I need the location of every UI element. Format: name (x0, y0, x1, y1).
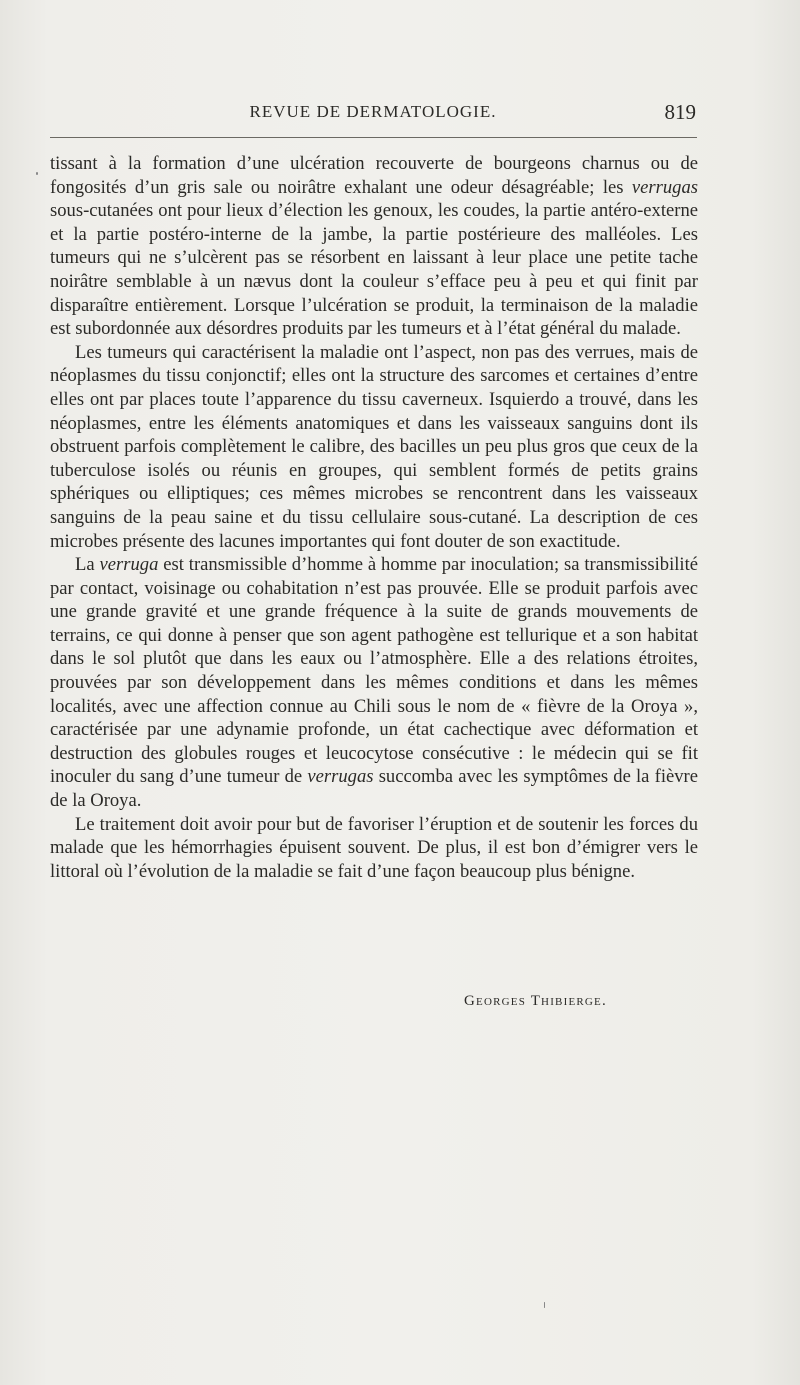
paper-speck (36, 172, 38, 175)
text-run: succomba avec les symptômes de la fièvre de la Oroya. (50, 766, 698, 812)
text-run: Le traitement doit avoir pour but de favoriser l’éruption et de soutenir les forces du malade que les hémorrhagies épuisent souvent. De plus, il est bon d’émigrer vers le littoral où l’évolution de la maladie se fait d’une façon beaucoup plus bénigne. (50, 813, 698, 882)
paragraph (50, 553, 698, 813)
text-run: La (75, 554, 100, 576)
article-body (50, 152, 698, 883)
page-header (48, 100, 698, 130)
author-signature: Georges Thibierge. (464, 993, 607, 1009)
text-run: tissant à la formation d’une ulcération recouverte de bourgeons charnus ou de fongosités d’un gris sale ou noirâtre exhalant une odeur désagréable; les (50, 153, 698, 198)
paper-speck (544, 1302, 545, 1308)
italic-term: verrugas (631, 176, 698, 198)
text-run: sous-cutanées ont pour lieux d’élection les genoux, les coudes, la partie antéro-externe et la partie postéro-interne de la jambe, la partie postérieure des malléoles. Les tumeurs qui ne s’ulcèrent pas se résorbent en laissant à leur place une petite tache noirâtre semblable à un nævus dont la couleur s’efface peu à peu et qui finit par disparaître entièrement. Lorsque l’ulcération se produit, la terminaison de la maladie est subordonnée aux désordres produits par les tumeurs et à l’état général du malade. (50, 200, 698, 340)
paragraph (50, 152, 698, 341)
running-title: REVUE DE DERMATOLOGIE. (249, 102, 497, 121)
italic-term: verruga (99, 554, 159, 576)
italic-term: verrugas (307, 766, 374, 788)
text-run: Les tumeurs qui caractérisent la maladie ont l’aspect, non pas des verrues, mais de néoplasmes du tissu conjonctif; elles ont la structure des sarcomes et certaines d’entre elles ont par places toute l’apparence du tissu caverneux. Isquierdo a trouvé, dans les néoplasmes, entre les éléments anatomiques et dans les vaisseaux sanguins dont ils obstruent parfois complètement le calibre, des bacilles un peu plus gros que ceux de la tuberculose isolés ou réunis en groupes, qui semblent formés de petits grains sphériques ou elliptiques; ces mêmes microbes se rencontrent dans les vaisseaux sanguins de la peau saine et du tissu cellulaire sous-cutané. La description de ces microbes présente des lacunes importantes qui font douter de son exactitude. (50, 341, 698, 552)
header-rule (50, 137, 697, 138)
text-run: est transmissible d’homme à homme par inoculation; sa transmissibilité par contact, voisinage ou cohabitation n’est pas prouvée. Elle se produit parfois avec une grande gravité et une grande fréquence à la suite de grands mouvements de terrains, ce qui donne à penser que son agent pathogène est tellurique et a son habitat dans le sol plutôt que dans les eaux ou l’atmosphère. Elle a des relations étroites, prouvées par son développement dans les mêmes conditions et dans les mêmes localités, avec une affection connue au Chili sous le nom de « fièvre de la Oroya », caractérisée par une adynamie profonde, un état cachectique avec déformation et destruction des globules rouges et leucocytose consécutive : le médecin qui se fit inoculer du sang d’une tumeur de (50, 554, 699, 788)
paragraph (50, 341, 698, 553)
page-number: 819 (664, 100, 696, 124)
paragraph (50, 813, 698, 884)
